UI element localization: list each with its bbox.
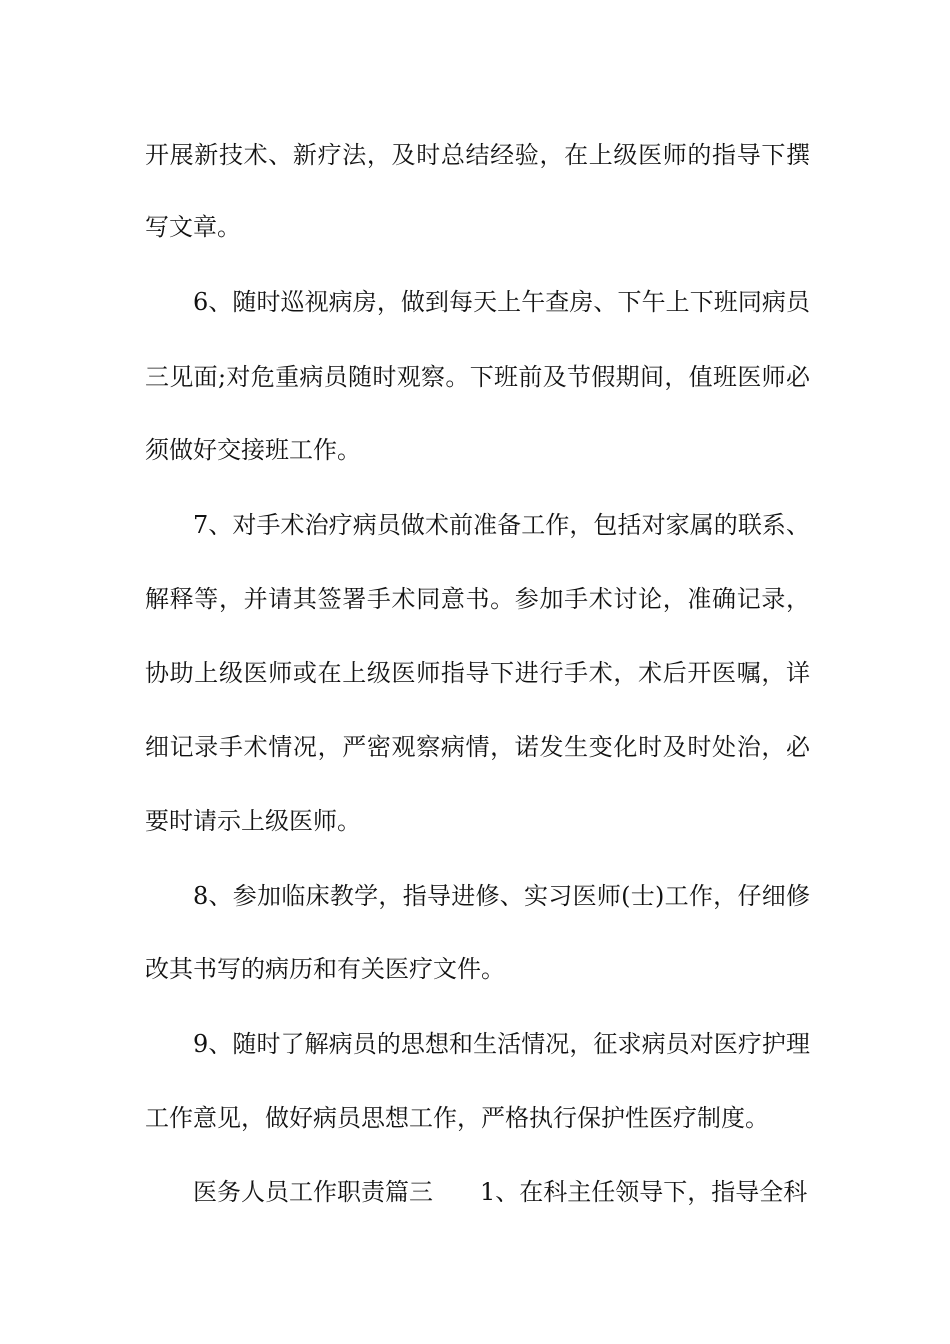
item-6-line-3: 须做好交接班工作。 bbox=[145, 436, 361, 464]
paragraph-5-line-3: 写文章。 bbox=[145, 213, 241, 241]
item-8-line-1: 8、参加临床教学，指导进修、实习医师(士)工作，仔细修 bbox=[193, 882, 810, 910]
item-9-line-2: 工作意见，做好病员思想工作，严格执行保护性医疗制度。 bbox=[145, 1104, 769, 1132]
item-7-line-1: 7、对手术治疗病员做术前准备工作，包括对家属的联系、 bbox=[193, 511, 810, 539]
item-8-line-2: 改其书写的病历和有关医疗文件。 bbox=[145, 955, 505, 983]
item-7-line-5: 要时请示上级医师。 bbox=[145, 807, 361, 835]
section-first-line: 1、在科主任领导下，指导全科 bbox=[480, 1178, 808, 1206]
paragraph-5-line-2: 开展新技术、新疗法，及时总结经验，在上级医师的指导下撰 bbox=[145, 141, 810, 169]
item-9-line-1: 9、随时了解病员的思想和生活情况，征求病员对医疗护理 bbox=[193, 1030, 810, 1058]
item-6-line-2: 三见面;对危重病员随时观察。下班前及节假期间，值班医师必 bbox=[145, 363, 810, 391]
item-7-line-3: 协助上级医师或在上级医师指导下进行手术，术后开医嘱，详 bbox=[145, 659, 810, 687]
section-heading-row bbox=[193, 1177, 810, 1207]
item-7-line-2: 解释等，并请其签署手术同意书。参加手术讨论，准确记录， bbox=[145, 585, 810, 613]
section-title: 医务人员工作职责篇三 bbox=[193, 1178, 433, 1206]
item-6-line-1: 6、随时巡视病房，做到每天上午查房、下午上下班同病员 bbox=[193, 288, 810, 316]
item-7-line-4: 细记录手术情况，严密观察病情，诺发生变化时及时处治，必 bbox=[145, 733, 810, 761]
